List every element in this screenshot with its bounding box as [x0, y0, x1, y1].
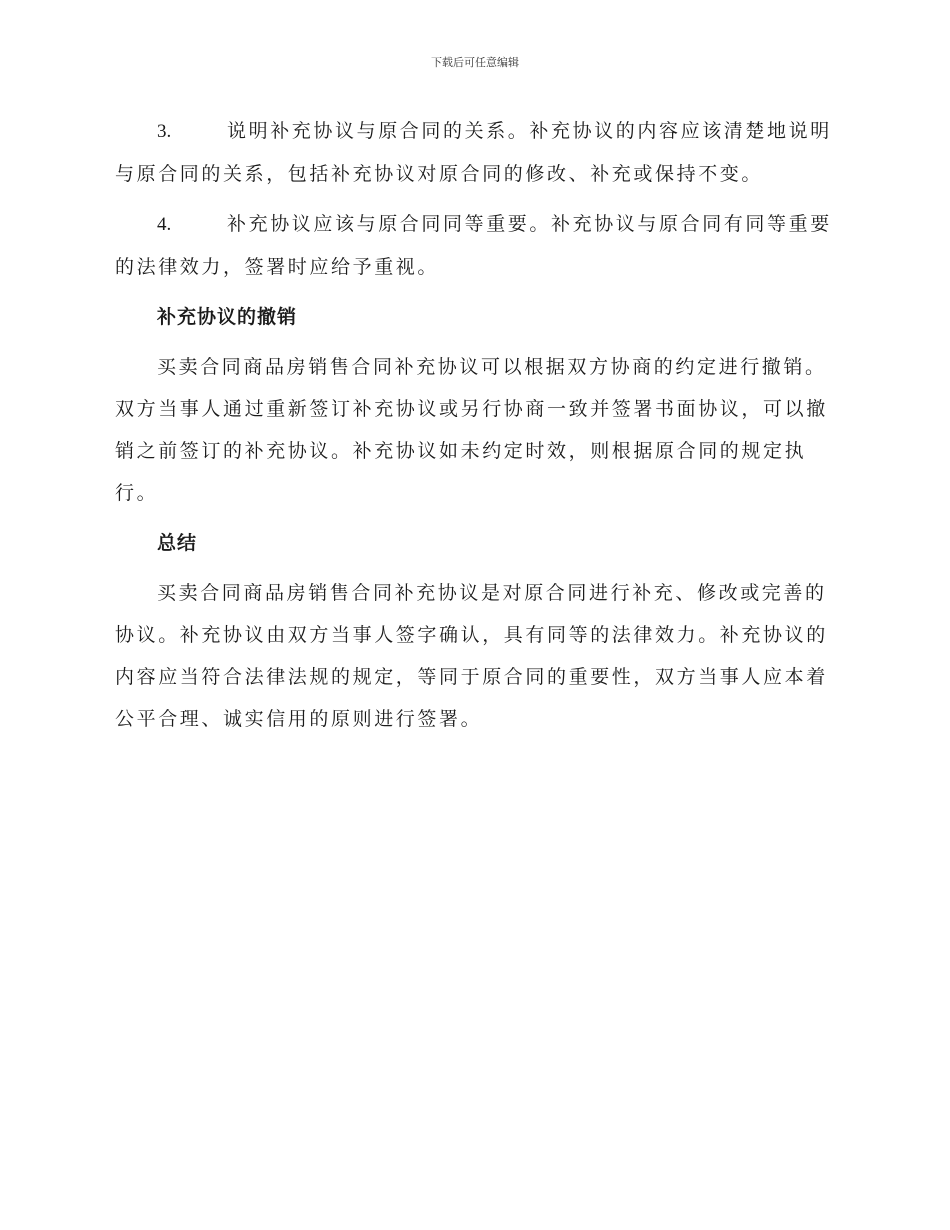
page-header: 下载后可任意编辑 — [431, 56, 519, 69]
document-body — [115, 110, 835, 740]
section-heading-summary: 总结 — [157, 532, 198, 554]
list-text: 说明补充协议与原合同的关系。补充协议的内容应该清楚地说明与原合同的关系，包括补充协议对原合同的修改、补充或保持不变。 — [115, 120, 832, 185]
list-item-4 — [115, 203, 835, 288]
section-body-revoke: 买卖合同商品房销售合同补充协议可以根据双方协商的约定进行撤销。双方当事人通过重新签订补充协议或另行协商一致并签署书面协议，可以撤销之前签订的补充协议。补充协议如未约定时效，则根据原合同的规定执行。 — [115, 356, 828, 504]
list-number: 3. — [157, 121, 172, 142]
section-heading-revoke: 补充协议的撤销 — [157, 306, 298, 328]
section-body-summary: 买卖合同商品房销售合同补充协议是对原合同进行补充、修改或完善的协议。补充协议由双方当事人签字确认，具有同等的法律效力。补充协议的内容应当符合法律法规的规定，等同于原合同的重要性，双方当事人应本着公平合理、诚实信用的原则进行签署。 — [115, 582, 828, 730]
list-item-3 — [115, 110, 835, 195]
list-text: 补充协议应该与原合同同等重要。补充协议与原合同有同等重要的法律效力，签署时应给予重视。 — [115, 213, 832, 278]
list-number: 4. — [157, 214, 172, 235]
